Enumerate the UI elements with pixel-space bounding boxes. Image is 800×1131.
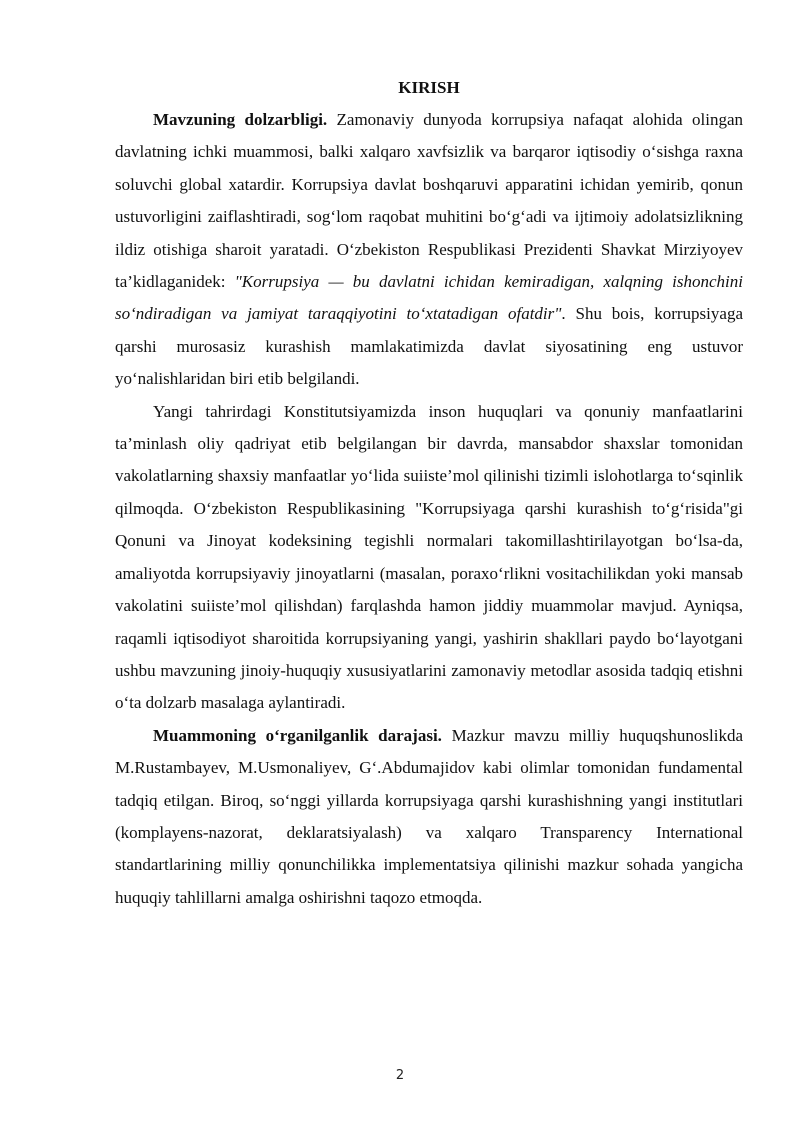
page-number: 2 xyxy=(395,1068,405,1083)
paragraph-relevance xyxy=(115,104,743,396)
paragraph-lead-research-degree: Muammoning o‘rganilganlik darajasi. xyxy=(153,725,442,745)
paragraph-constitution: Yangi tahrirdagi Konstitutsiyamizda inson huquqlari va qonuniy manfaatlarini ta’minlash oliy qadriyat etib belgilangan bir davrda, mansabdor shaxslar tomonidan vakolatlarning shaxsiy manfaatlar yo‘lida suiiste’mol qilinishi tizimli islohotlarga to‘sqinlik qilmoqda. O‘zbekiston Respublikasining "Korrupsiyaga qarshi kurashish to‘g‘risida"gi Qonuni va Jinoyat kodeksining tegishli normalari takomillashtirilayotgan bo‘lsa-da, amaliyotda korrupsiyaviy jinoyatlarni (masalan, poraxo‘rlikni vositachilikdan yoki mansab vakolatini suiiste’mol qilishdan) farqlashda hamon jiddiy muammolar mavjud. Ayniqsa, raqamli iqtisodiyot sharoitida korrupsiyaning yangi, yashirin shakllari paydo bo‘layotgani ushbu mavzuning jinoiy-huquqiy xususiyatlarini zamonaviy metodlar asosida tadqiq etishni o‘ta dolzarb masalaga aylantiradi. xyxy=(115,401,743,713)
paragraph-text: Zamonaviy dunyoda korrupsiya nafaqat alohida olingan davlatning ichki muammosi, balki xalqaro xavfsizlik va barqaror iqtisodiy o‘sishga raxna soluvchi global xatardir. Korrupsiya davlat boshqaruvi apparatini ichidan yemirib, qonun ustuvorligini zaiflashtiradi, sog‘lom raqobat muhitini bo‘g‘adi va ijtimoiy adolatsizlikning ildiz otishiga sharoit yaratadi. O‘zbekiston Respublikasi Prezidenti Shavkat Mirziyoyev ta’kidlaganidek: xyxy=(115,110,743,292)
section-title: KIRISH xyxy=(398,78,460,97)
paragraph-lead-relevance: Mavzuning dolzarbligi. xyxy=(153,110,328,129)
paragraph-research-degree xyxy=(115,720,743,914)
paragraph-text: Mazkur mavzu milliy huquqshunoslikda M.Rustambayev, M.Usmonaliyev, G‘.Abdumajidov kabi olimlar tomonidan fundamental tadqiq etilgan. Biroq, so‘nggi yillarda korrupsiyaga qarshi kurashishning yangi institutlari (komplayens-nazorat, deklaratsiyalash) va xalqaro Transparency International standartlarining milliy qonunchilikka implementatsiya qilinishi mazkur sohada yangicha huquqiy tahlillarni amalga oshirishni taqozo etmoqda. xyxy=(115,725,743,907)
paragraph-text: . Shu bois, korrupsiyaga qarshi murosasiz kurashish mamlakatimizda davlat siyosatining eng ustuvor yo‘nalishlaridan biri etib belgilandi. xyxy=(115,304,743,389)
document-page xyxy=(115,72,743,914)
president-quote: "Korrupsiya — bu davlatni ichidan kemiradigan, xalqning ishonchini so‘ndiradigan va jamiyat taraqqiyotini to‘xtatadigan ofatdir" xyxy=(115,272,743,324)
